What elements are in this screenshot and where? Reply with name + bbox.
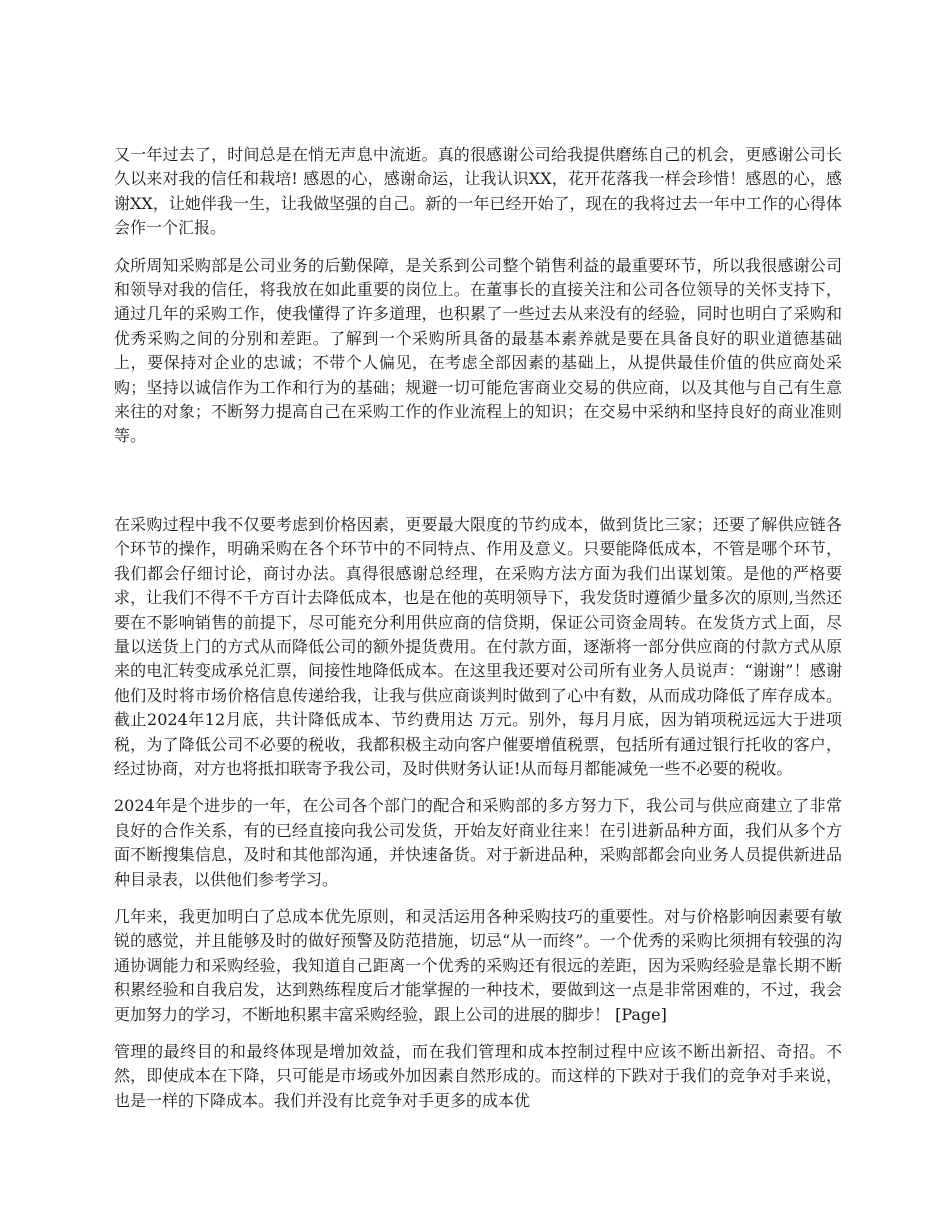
paragraph-spacer bbox=[114, 781, 842, 794]
document-body bbox=[114, 143, 842, 1113]
paragraph-spacer bbox=[114, 241, 842, 254]
paragraph-intro: 又一年过去了，时间总是在悄无声息中流逝。真的很感谢公司给我提供磨练自己的机会，更感谢公司长久以来对我的信任和栽培! 感恩的心，感谢命运，让我认识XX，花开花落我一样会珍惜！感恩的心，感谢XX，让她伴我一生，让我做坚强的自己。新的一年已经开始了，现在的我将过去一年中工作的心得体会作一个汇报。 bbox=[114, 145, 842, 238]
paragraph-lessons-learned: 几年来，我更加明白了总成本优先原则，和灵活运用各种采购技巧的重要性。对与价格影响因素要有敏锐的感觉，并且能够及时的做好预警及防范措施，切忌“从一而终”。一个优秀的采购比须拥有较强的沟通协调能力和采购经验，我知道自己距离一个优秀的采购还有很远的差距，因为采购经验是靠长期不断积累经验和自我启发，达到熟练程度后才能掌握的一种技术，要做到这一点是非常困难的，不过，我会更加努力的学习，不断地积累丰富采购经验，跟上公司的进展的脚步！ [Page] bbox=[114, 906, 842, 1024]
paragraph-spacer bbox=[114, 1027, 842, 1040]
paragraph-cost-control: 在采购过程中我不仅要考虑到价格因素，更要最大限度的节约成本，做到货比三家；还要了解供应链各个环节的操作，明确采购在各个环节中的不同特点、作用及意义。只要能降低成本，不管是哪个环节，我们都会仔细讨论，商讨办法。真得很感谢总经理，在采购方法方面为我们出谋划策。是他的严格要求，让我们不得不千方百计去降低成本，也是在他的英明领导下，我发货时遵循少量多次的原则,当然还要在不影响销售的前提下，尽可能充分利用供应商的信贷期，保证公司资金周转。在发货方式上面，尽量以送货上门的方式从而降低公司的额外提货费用。在付款方面，逐渐将一部分供应商的付款方式从原来的电汇转变成承兑汇票，间接性地降低成本。在这里我还要对公司所有业务人员说声：“谢谢”！感谢他们及时将市场价格信息传递给我，让我与供应商谈判时做到了心中有数，从而成功降低了库存成本。截止2024年12月底，共计降低成本、节约费用达 万元。别外，每月月底，因为销项税远远大于进项税，为了降低公司不必要的税收，我都积极主动向客户催要增值税票，包括所有通过银行托收的客户，经过协商，对方也将抵扣联寄予我公司，及时供财务认证!从而每月都能减免一些不必要的税收。 bbox=[114, 514, 842, 778]
paragraph-role-of-purchasing: 众所周知采购部是公司业务的后勤保障，是关系到公司整个销售利益的最重要环节，所以我很感谢公司和领导对我的信任，将我放在如此重要的岗位上。在董事长的直接关注和公司各位领导的关怀支持下，通过几年的采购工作，使我懂得了许多道理，也积累了一些过去从来没有的经验，同时也明白了采购和优秀采购之间的分别和差距。了解到一个采购所具备的最基本素养就是要在具备良好的职业道德基础上，要保持对企业的忠诚；不带个人偏见，在考虑全部因素的基础上，从提供最佳价值的供应商处采购；坚持以诚信作为工作和行为的基础；规避一切可能危害商业交易的供应商，以及其他与自己有生意来往的对象；不断努力提高自己在采购工作的作业流程上的知识；在交易中采纳和坚持良好的商业准则等。 bbox=[114, 255, 842, 446]
section-spacer bbox=[114, 449, 842, 513]
paragraph-year-progress: 2024年是个进步的一年，在公司各个部门的配合和采购部的多方努力下，我公司与供应商建立了非常良好的合作关系，有的已经直接向我公司发货，开始友好商业往来！在引进新品种方面，我们从多个方面不断搜集信息，及时和其他部沟通，并快速备货。对于新进品种，采购部都会向业务人员提供新进品种目录表，以供他们参考学习。 bbox=[114, 796, 842, 889]
paragraph-spacer bbox=[114, 892, 842, 905]
paragraph-management-goal: 管理的最终目的和最终体现是增加效益，而在我们管理和成本控制过程中应该不断出新招、奇招。不然，即使成本在下降，只可能是市场或外加因素自然形成的。而这样的下跌对于我们的竞争对手来说，也是一样的下降成本。我们并没有比竞争对手更多的成本优 bbox=[114, 1042, 842, 1110]
